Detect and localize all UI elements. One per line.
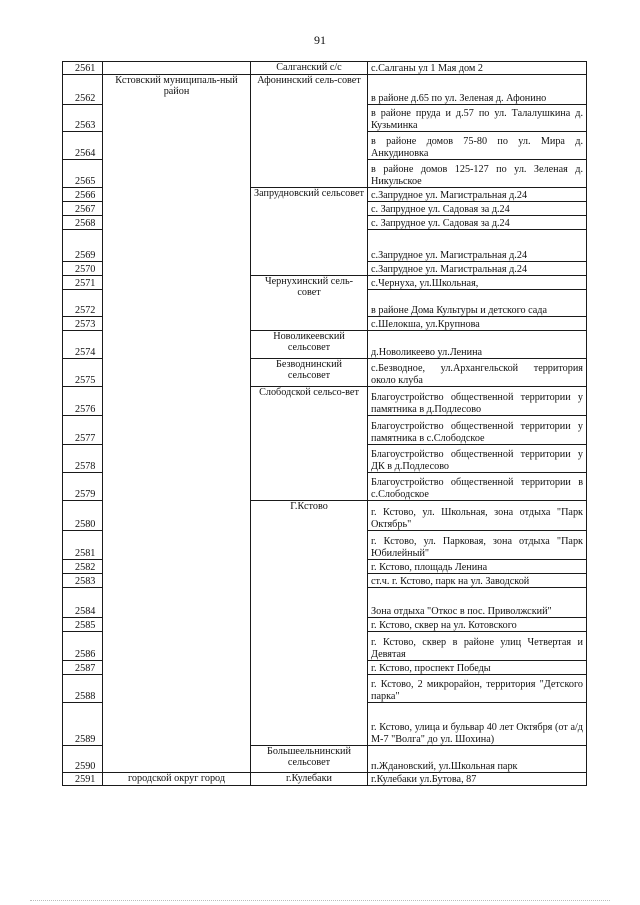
council-cell: Салганский с/с <box>251 62 368 75</box>
row-number: 2576 <box>63 387 103 416</box>
object-cell: в районе домов 125-127 по ул. Зеленая д. Никульское <box>368 160 587 188</box>
object-cell: г. Кстово, ул. Школьная, зона отдыха "Парк Октябрь" <box>368 501 587 531</box>
object-cell: ст.ч. г. Кстово, парк на ул. Заводской <box>368 574 587 588</box>
object-cell: г. Кстово, 2 микрорайон, территория "Детского парка" <box>368 675 587 703</box>
table-row <box>63 62 587 75</box>
row-number: 2589 <box>63 703 103 746</box>
council-cell: Чернухинский сель-совет <box>251 276 368 331</box>
object-cell: г.Кулебаки ул.Бутова, 87 <box>368 773 587 786</box>
row-number: 2583 <box>63 574 103 588</box>
table-row <box>63 773 587 786</box>
territory-table <box>62 61 587 786</box>
row-number: 2581 <box>63 531 103 560</box>
object-cell: с.Шелокша, ул.Крупнова <box>368 317 587 331</box>
object-cell: с. Запрудное ул. Садовая за д.24 <box>368 216 587 230</box>
object-cell: Благоустройство общественной территории у ДК в д.Подлесово <box>368 445 587 473</box>
row-number: 2590 <box>63 746 103 773</box>
object-cell: в районе домов 75-80 по ул. Мира д. Анкудиновка <box>368 132 587 160</box>
object-cell: с.Безводное, ул.Архангельской территория около клуба <box>368 359 587 387</box>
row-number: 2584 <box>63 588 103 618</box>
row-number: 2574 <box>63 331 103 359</box>
object-cell: в районе д.65 по ул. Зеленая д. Афонино <box>368 75 587 105</box>
object-cell: в районе пруда и д.57 по ул. Талалушкина д. Кузьминка <box>368 105 587 132</box>
page-bottom-rule <box>30 900 610 902</box>
row-number: 2562 <box>63 75 103 105</box>
council-cell: Г.Кстово <box>251 501 368 746</box>
object-cell: с. Запрудное ул. Садовая за д.24 <box>368 202 587 216</box>
table-row <box>63 75 587 105</box>
object-cell: г. Кстово, ул. Парковая, зона отдыха "Парк Юбилейный" <box>368 531 587 560</box>
row-number: 2561 <box>63 62 103 75</box>
row-number: 2568 <box>63 216 103 230</box>
row-number: 2582 <box>63 560 103 574</box>
row-number: 2579 <box>63 473 103 501</box>
object-cell: с.Запрудное ул. Магистральная д.24 <box>368 262 587 276</box>
row-number: 2577 <box>63 416 103 445</box>
object-cell: Благоустройство общественной территории у памятника в д.Подлесово <box>368 387 587 416</box>
row-number: 2575 <box>63 359 103 387</box>
district-cell: Кстовский муниципаль-ный район <box>103 75 251 773</box>
object-cell: с.Чернуха, ул.Школьная, <box>368 276 587 290</box>
council-cell: Большеельнинский сельсовет <box>251 746 368 773</box>
row-number: 2565 <box>63 160 103 188</box>
council-cell: г.Кулебаки <box>251 773 368 786</box>
row-number: 2566 <box>63 188 103 202</box>
object-cell: г. Кстово, проспект Победы <box>368 661 587 675</box>
row-number: 2571 <box>63 276 103 290</box>
object-cell: д.Новоликеево ул.Ленина <box>368 331 587 359</box>
object-cell: Благоустройство общественной территории у памятника в с.Слободское <box>368 416 587 445</box>
object-cell: п.Ждановский, ул.Школьная парк <box>368 746 587 773</box>
row-number: 2580 <box>63 501 103 531</box>
row-number: 2587 <box>63 661 103 675</box>
row-number: 2578 <box>63 445 103 473</box>
object-cell: г. Кстово, площадь Ленина <box>368 560 587 574</box>
row-number: 2570 <box>63 262 103 276</box>
object-cell: Зона отдыха "Откос в пос. Приволжский" <box>368 588 587 618</box>
row-number: 2573 <box>63 317 103 331</box>
object-cell: г. Кстово, сквер на ул. Котовского <box>368 618 587 632</box>
row-number: 2572 <box>63 290 103 317</box>
object-cell: с.Запрудное ул. Магистральная д.24 <box>368 230 587 262</box>
council-cell: Безводнинский сельсовет <box>251 359 368 387</box>
object-cell: в районе Дома Культуры и детского сада <box>368 290 587 317</box>
row-number: 2563 <box>63 105 103 132</box>
row-number: 2588 <box>63 675 103 703</box>
row-number: 2591 <box>63 773 103 786</box>
row-number: 2586 <box>63 632 103 661</box>
object-cell: с.Салганы ул 1 Мая дом 2 <box>368 62 587 75</box>
district-cell: городской округ город <box>103 773 251 786</box>
object-cell: г. Кстово, улица и бульвар 40 лет Октября (от а/д М-7 "Волга" до ул. Шохина) <box>368 703 587 746</box>
object-cell: Благоустройство общественной территории в с.Слободское <box>368 473 587 501</box>
council-cell: Новоликеевский сельсовет <box>251 331 368 359</box>
row-number: 2567 <box>63 202 103 216</box>
object-cell: г. Кстово, сквер в районе улиц Четвертая и Девятая <box>368 632 587 661</box>
object-cell: с.Запрудное ул. Магистральная д.24 <box>368 188 587 202</box>
council-cell: Слободской сельсо-вет <box>251 387 368 501</box>
council-cell: Афонинский сель-совет <box>251 75 368 188</box>
district-cell <box>103 62 251 75</box>
council-cell: Запрудновский сельсовет <box>251 188 368 276</box>
row-number: 2585 <box>63 618 103 632</box>
row-number: 2569 <box>63 230 103 262</box>
page-number: 91 <box>314 33 326 47</box>
row-number: 2564 <box>63 132 103 160</box>
